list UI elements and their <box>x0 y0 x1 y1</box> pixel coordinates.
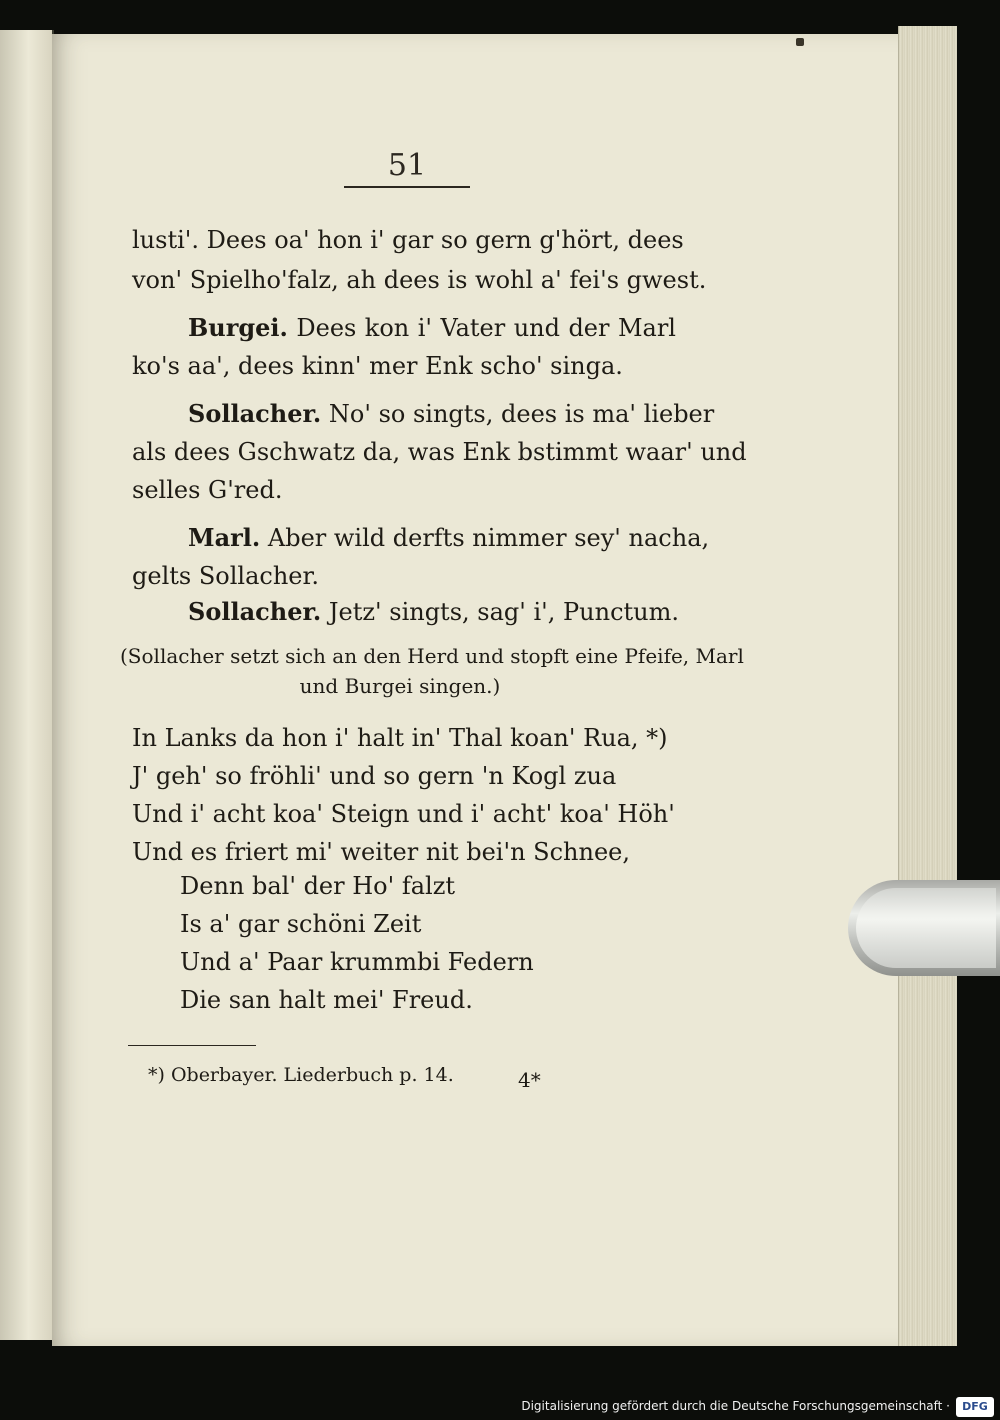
sollacher-text: No' so singts, dees is ma' lieber <box>328 400 715 428</box>
stage-direction-2: und Burgei singen.) <box>299 674 501 698</box>
page-number: 51 <box>387 148 427 183</box>
verse-line-2: J' geh' so fröhli' und so gern 'n Kogl zua <box>132 762 617 790</box>
text-line-1: lusti'. Dees oa' hon i' gar so gern g'hört, dees <box>132 226 684 254</box>
burgei-text: Dees kon i' Vater und der Marl <box>296 314 676 342</box>
speaker-sollacher-2: Sollacher. <box>188 597 322 626</box>
footer-credit: Digitalisierung gefördert durch die Deutsche Forschungsgemeinschaft · <box>521 1399 950 1413</box>
page-number-rule <box>344 186 470 188</box>
sollacher-line-1 <box>188 398 715 430</box>
footnote-rule <box>128 1045 256 1046</box>
stage-direction-1: (Sollacher setzt sich an den Herd und stopft eine Pfeife, Marl <box>120 644 744 668</box>
text-line-2: von' Spielho'falz, ah dees is wohl a' fei's gwest. <box>132 266 707 294</box>
refrain-line-4: Die san halt mei' Freud. <box>180 986 473 1014</box>
speaker-sollacher: Sollacher. <box>188 399 322 428</box>
sollacher2-text: Jetz' singts, sag' i', Punctum. <box>328 598 680 626</box>
book-clip-highlight <box>856 888 996 968</box>
verse-line-3: Und i' acht koa' Steign und i' acht' koa' Höh' <box>132 800 675 828</box>
sollacher-line-2: als dees Gschwatz da, was Enk bstimmt waar' und <box>132 438 747 466</box>
burgei-line-1 <box>188 312 676 344</box>
marl-line-2: gelts Sollacher. <box>132 562 319 590</box>
dfg-logo-icon: DFG <box>956 1397 994 1417</box>
speaker-marl: Marl. <box>188 523 261 552</box>
speaker-burgei: Burgei. <box>188 313 288 342</box>
sollacher2-line-1 <box>188 596 680 628</box>
refrain-line-1: Denn bal' der Ho' falzt <box>180 872 455 900</box>
verse-line-1: In Lanks da hon i' halt in' Thal koan' Rua, *) <box>132 724 668 752</box>
corner-mark <box>796 38 804 46</box>
page-stack-edge <box>898 26 957 1346</box>
marl-line-1 <box>188 522 710 554</box>
footnote: *) Oberbayer. Liederbuch p. 14. <box>148 1064 454 1086</box>
signature-mark: 4* <box>518 1068 541 1092</box>
refrain-line-3: Und a' Paar krummbi Federn <box>180 948 534 976</box>
left-page-edge <box>0 30 54 1340</box>
marl-text: Aber wild derfts nimmer sey' nacha, <box>267 524 710 552</box>
refrain-line-2: Is a' gar schöni Zeit <box>180 910 422 938</box>
verse-line-4: Und es friert mi' weiter nit bei'n Schnee, <box>132 838 630 866</box>
sollacher-line-3: selles G'red. <box>132 476 283 504</box>
burgei-line-2: ko's aa', dees kinn' mer Enk scho' singa. <box>132 352 623 380</box>
